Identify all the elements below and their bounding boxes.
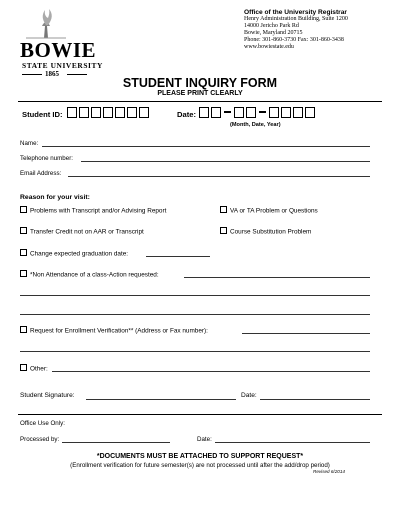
revision-date: Revised 6/2014 (313, 469, 345, 474)
option-graduation-date[interactable] (20, 249, 128, 258)
email-field[interactable] (68, 176, 370, 177)
student-id-digit-box[interactable] (127, 107, 137, 118)
signature-field[interactable] (86, 399, 236, 400)
office-use-divider (18, 414, 382, 415)
telephone-label: Telephone number: (20, 155, 73, 162)
student-id-digit-box[interactable] (67, 107, 77, 118)
name-label: Name: (20, 140, 39, 147)
top-divider (18, 101, 382, 102)
office-line: www.bowiestate.edu (244, 44, 294, 50)
office-line: Phone: 301-860-3730 Fax: 301-860-3438 (244, 37, 344, 43)
documents-notice: *DOCUMENTS MUST BE ATTACHED TO SUPPORT REQUEST* (96, 453, 304, 460)
telephone-field[interactable] (81, 161, 370, 162)
option-label: *Non Attendance of a class-Action requested: (30, 271, 159, 279)
office-address-block (244, 9, 348, 51)
office-line: Bowie, Maryland 20715 (244, 30, 303, 36)
year-digit-box[interactable] (269, 107, 279, 118)
month-digit-box[interactable] (199, 107, 209, 118)
day-digit-box[interactable] (246, 107, 256, 118)
option-label: Course Substitution Problem (230, 228, 312, 236)
form-title: STUDENT INQUIRY FORM (122, 76, 278, 90)
option-label: Other: (30, 365, 48, 373)
checkbox[interactable] (20, 326, 27, 333)
day-digit-box[interactable] (234, 107, 244, 118)
enrollment-notice: (Enrollment verification for future semester(s) are not processed until after the add/drop period) (70, 462, 330, 469)
option-label: Problems with Transcript and/or Advising Report (30, 207, 167, 215)
option-va-ta[interactable] (220, 206, 318, 215)
option-label: Change expected graduation date: (30, 250, 129, 258)
processed-date-label: Date: (197, 436, 212, 443)
logo-rule-left (22, 74, 42, 75)
processed-by-field[interactable] (62, 442, 170, 443)
form-subtitle: PLEASE PRINT CLEARLY (157, 90, 243, 97)
checkbox[interactable] (20, 364, 27, 371)
reason-label: Reason for your visit: (20, 194, 90, 201)
student-id-boxes[interactable] (67, 107, 149, 118)
logo-wordmark: BOWIE (20, 38, 97, 62)
student-id-label: Student ID: (22, 110, 63, 119)
option-label: VA or TA Problem or Questions (230, 207, 318, 215)
option-transcript[interactable] (20, 206, 166, 215)
date-boxes[interactable] (199, 107, 315, 118)
office-title: Office of the University Registrar (244, 9, 347, 16)
signature-date-field[interactable] (260, 399, 370, 400)
office-use-label: Office Use Only: (20, 420, 65, 427)
university-torch-logo-icon (22, 8, 70, 40)
enrollment-verification-field-line[interactable] (20, 351, 370, 352)
student-id-digit-box[interactable] (79, 107, 89, 118)
year-digit-box[interactable] (281, 107, 291, 118)
option-non-attendance[interactable] (20, 270, 159, 279)
logo-rule-right (67, 74, 87, 75)
graduation-date-field[interactable] (146, 256, 210, 257)
checkbox[interactable] (20, 249, 27, 256)
date-label: Date: (177, 110, 196, 119)
student-id-digit-box[interactable] (139, 107, 149, 118)
signature-label: Student Signature: (20, 392, 75, 399)
student-id-digit-box[interactable] (115, 107, 125, 118)
year-digit-box[interactable] (305, 107, 315, 118)
checkbox[interactable] (220, 206, 227, 213)
date-separator (259, 111, 266, 113)
logo-subtitle: STATE UNIVERSITY (22, 61, 103, 70)
option-transfer-credit[interactable] (20, 227, 144, 236)
year-digit-box[interactable] (293, 107, 303, 118)
date-format-hint: (Month, Date, Year) (230, 122, 281, 128)
processed-by-label: Processed by: (20, 436, 60, 443)
signature-date-label: Date: (241, 392, 257, 399)
non-attendance-field-line[interactable] (20, 295, 370, 296)
office-line: 14000 Jericho Park Rd (244, 23, 299, 29)
checkbox[interactable] (20, 206, 27, 213)
option-enrollment-verification[interactable] (20, 326, 208, 335)
option-label: Transfer Credit not on AAR or Transcript (30, 228, 144, 236)
option-course-substitution[interactable] (220, 227, 311, 236)
processed-date-field[interactable] (215, 442, 370, 443)
non-attendance-field-line[interactable] (20, 314, 370, 315)
checkbox[interactable] (20, 270, 27, 277)
non-attendance-field[interactable] (184, 277, 370, 278)
name-field[interactable] (42, 146, 370, 147)
email-label: Email Address: (20, 170, 62, 177)
month-digit-box[interactable] (211, 107, 221, 118)
other-field[interactable] (52, 371, 370, 372)
student-id-digit-box[interactable] (91, 107, 101, 118)
student-id-digit-box[interactable] (103, 107, 113, 118)
office-line: Henry Administration Building, Suite 1200 (244, 16, 348, 22)
date-separator (224, 111, 231, 113)
checkbox[interactable] (220, 227, 227, 234)
enrollment-verification-field[interactable] (242, 333, 370, 334)
logo-year: 1865 (45, 70, 59, 78)
option-label: Request for Enrollment Verification** (Address or Fax number): (30, 327, 208, 335)
checkbox[interactable] (20, 227, 27, 234)
option-other[interactable] (20, 364, 48, 373)
